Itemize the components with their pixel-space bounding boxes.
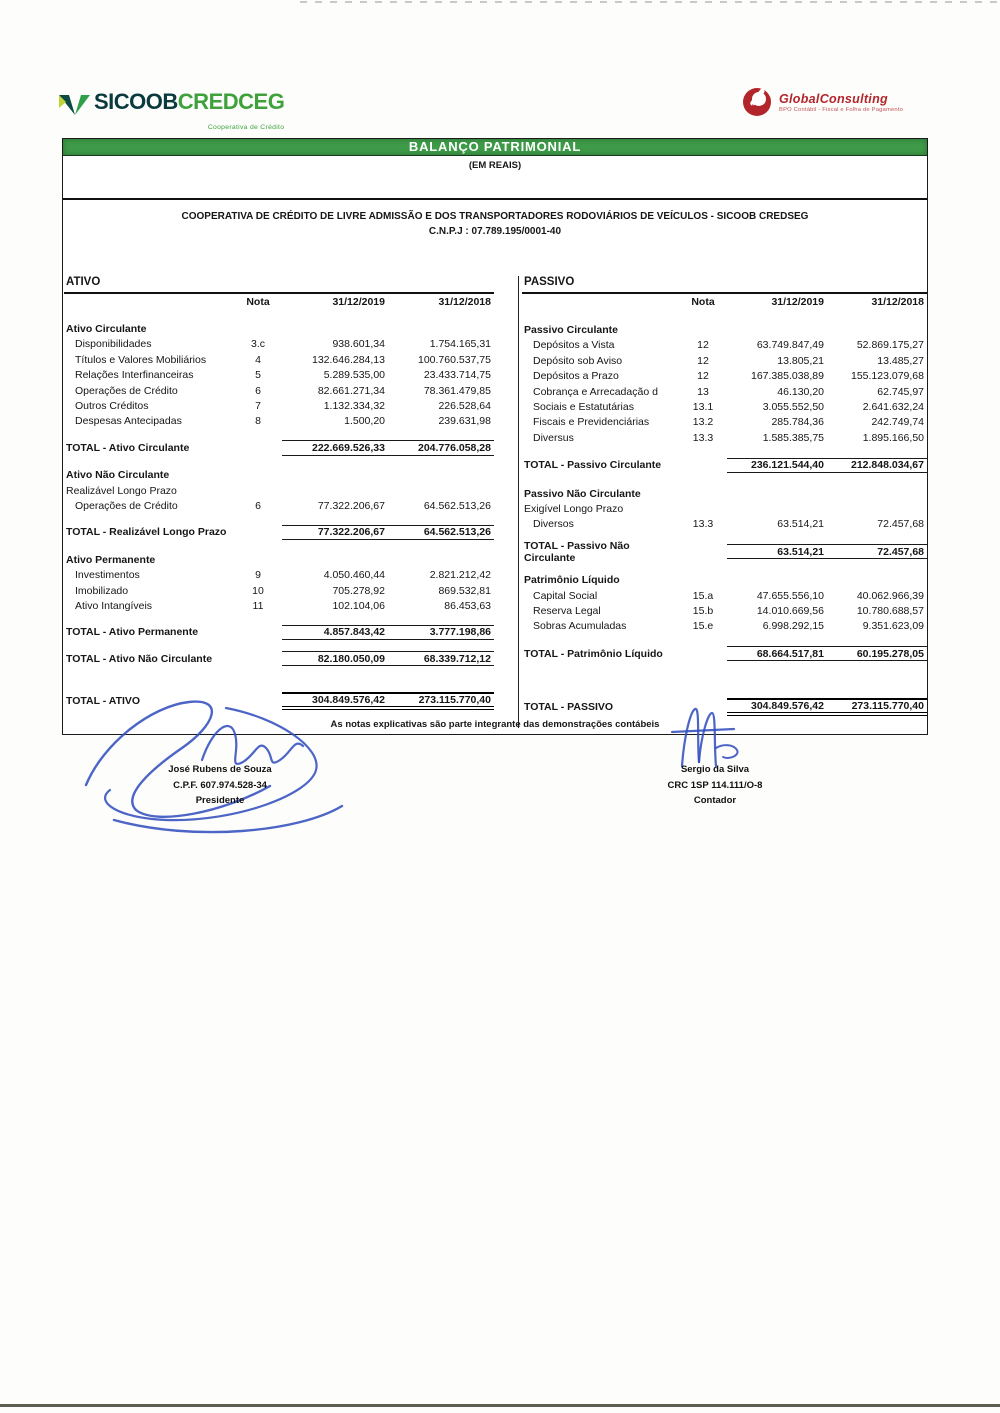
row-nota: [234, 625, 282, 640]
row-value-2019: [282, 321, 388, 336]
ativo-row-item: [64, 414, 494, 429]
row-value-2019: 102.104,06: [332, 599, 385, 612]
company-cnpj: C.N.P.J : 07.789.195/0001-40: [428, 226, 562, 237]
row-value-2018: [827, 486, 927, 501]
row-nota: [234, 321, 282, 336]
row-value-2019: 77.322.206,67: [282, 525, 388, 540]
ativo-row-item: [64, 383, 494, 398]
document-title-bar: [63, 139, 927, 156]
row-nota: 15.e: [692, 620, 714, 633]
passivo-title: PASSIVO: [522, 276, 927, 294]
sicoob-brand-text: SICOOB: [94, 89, 178, 114]
row-value-2018: 68.339.712,12: [388, 651, 494, 666]
row-value-2018: [827, 572, 927, 587]
passivo-row-item: [522, 430, 927, 445]
row-nota: [679, 486, 727, 501]
row-value-2019: 236.121.544,40: [727, 458, 827, 473]
row-nota: 8: [255, 415, 261, 428]
row-value-2018: 64.562.513,26: [423, 499, 491, 512]
row-value-2018: 239.631,98: [438, 415, 491, 428]
president-name: José Rubens de Souza: [168, 764, 272, 775]
row-value-2018: 204.776.058,28: [388, 440, 494, 455]
row-value-2018: 869.532,81: [438, 584, 491, 597]
row-value-2019: 222.669.526,33: [282, 440, 388, 455]
row-value-2019: [727, 322, 827, 337]
row-value-2018: 40.062.966,39: [856, 589, 924, 602]
row-value-2018: [388, 552, 494, 567]
ativo-row-item: [64, 583, 494, 598]
balance-columns: [63, 276, 927, 728]
row-nota: 12: [697, 339, 709, 352]
row-nota: 6: [255, 384, 261, 397]
scan-artifact-top: [300, 1, 1000, 3]
row-value-2019: 82.180.050,09: [282, 651, 388, 666]
row-label: Sociais e Estatutárias: [533, 401, 634, 414]
passivo-rows: [522, 294, 927, 716]
row-nota: [679, 458, 727, 473]
row-value-2018: 10.780.688,57: [856, 604, 924, 617]
row-label: Reserva Legal: [533, 604, 601, 617]
passivo-row-item: [522, 353, 927, 368]
document-title: BALANÇO PATRIMONIAL: [408, 139, 582, 154]
row-value-2018: 64.562.513,26: [388, 525, 494, 540]
sicoob-mark-icon: [58, 93, 92, 123]
row-value-2019: [727, 501, 827, 516]
ativo-row-item: [64, 598, 494, 613]
ativo-row-item: [64, 498, 494, 513]
row-value-2018: 72.457,68: [827, 544, 927, 559]
row-nota: [234, 651, 282, 666]
row-value-2018: 2.641.632,24: [862, 401, 924, 414]
row-value-2018: 52.869.175,27: [856, 339, 924, 352]
row-value-2019: 63.514,21: [727, 544, 827, 559]
row-nota: 13.3: [692, 518, 714, 531]
row-label: Depósitos a Vista: [533, 339, 615, 352]
row-value-2019: 4.050.460,44: [323, 569, 385, 582]
president-cpf: C.P.F. 607.974.528-34: [173, 779, 267, 791]
sicoob-tagline: Cooperativa de Crédito: [207, 124, 285, 131]
row-value-2019: 14.010.669,56: [756, 604, 824, 617]
row-label: Depósito sob Aviso: [533, 354, 623, 367]
row-value-2018: 100.760.537,75: [418, 353, 491, 366]
spacer: [64, 294, 234, 309]
scan-artifact-bottom: [0, 1404, 1000, 1407]
currency-note: (EM REAIS): [63, 156, 927, 200]
row-nota: 11: [252, 599, 264, 612]
row-value-2018: 2.821.212,42: [429, 569, 491, 582]
row-label: Despesas Antecipadas: [75, 415, 182, 428]
row-label: Capital Social: [533, 589, 598, 602]
row-nota: [679, 572, 727, 587]
ativo-row-section: [64, 321, 494, 336]
row-nota: 10: [252, 584, 264, 597]
row-label: Ativo Permanente: [66, 553, 156, 566]
row-value-2019: 5.289.535,00: [323, 369, 385, 382]
row-value-2018: 13.485,27: [877, 354, 924, 367]
row-label: TOTAL - Passivo Não Circulante: [524, 539, 630, 564]
ativo-row-item: [64, 337, 494, 352]
row-nota: 13.2: [692, 416, 714, 429]
row-value-2019: 63.749.847,49: [756, 339, 824, 352]
row-nota: 7: [255, 400, 261, 413]
row-value-2018: [827, 322, 927, 337]
passivo-row-item: [522, 619, 927, 634]
row-value-2019: 705.278,92: [332, 584, 385, 597]
row-label: Ativo Circulante: [66, 323, 147, 336]
row-value-2018: 78.361.479,85: [423, 384, 491, 397]
sicoob-logo-text: [94, 90, 284, 140]
passivo-row-total: [522, 458, 927, 473]
row-nota: [234, 468, 282, 483]
row-label: Sobras Acumuladas: [533, 620, 627, 633]
row-nota: [679, 698, 727, 716]
row-nota: 12: [697, 354, 709, 367]
col-header-2018: 31/12/2018: [871, 295, 924, 308]
row-value-2019: [282, 468, 388, 483]
row-label: Diversos: [533, 518, 574, 531]
row-label: Diversus: [533, 431, 574, 444]
ativo-title: ATIVO: [64, 276, 494, 294]
ativo-row-plain: [64, 483, 494, 498]
row-value-2019: 285.784,36: [771, 416, 824, 429]
passivo-row-item: [522, 369, 927, 384]
passivo-row-total: [522, 646, 927, 661]
row-value-2019: 1.500,20: [344, 415, 385, 428]
ativo-row-item: [64, 398, 494, 413]
row-nota: 4: [255, 353, 261, 366]
accountant-crc: CRC 1SP 114.111/O-8: [667, 779, 763, 791]
row-label: Operações de Crédito: [75, 384, 178, 397]
ativo-row-header: [64, 294, 494, 309]
ativo-row-total: [64, 651, 494, 666]
passivo-row-item: [522, 415, 927, 430]
accountant-role: Contador: [693, 795, 737, 806]
passivo-row-section: [522, 572, 927, 587]
row-nota: [234, 552, 282, 567]
col-header-2018: 31/12/2018: [438, 295, 491, 308]
row-value-2019: 938.601,34: [332, 338, 385, 351]
row-label: Patrimônio Líquido: [524, 574, 620, 587]
row-value-2018: 273.115.770,40: [388, 692, 494, 710]
row-nota: [234, 440, 282, 455]
col-header-nota: Nota: [246, 295, 270, 308]
row-value-2018: 72.457,68: [877, 518, 924, 531]
passivo-row-item: [522, 338, 927, 353]
row-value-2018: [388, 468, 494, 483]
globalconsulting-tagline: BPO Contábil - Fiscal e Folha de Pagamento: [779, 106, 904, 113]
row-value-2018: 155.123.079,68: [851, 370, 924, 383]
row-label: Ativo Não Circulante: [66, 469, 170, 482]
spacer: [522, 294, 679, 309]
ativo-row-grand: [64, 692, 494, 710]
row-value-2019: 132.646.284,13: [312, 353, 385, 366]
ativo-row-section: [64, 468, 494, 483]
ativo-row-item: [64, 567, 494, 582]
row-value-2019: 4.857.843,42: [282, 625, 388, 640]
row-value-2019: 46.130,20: [777, 385, 824, 398]
row-nota: [679, 322, 727, 337]
row-value-2019: [282, 483, 388, 498]
row-nota: [679, 646, 727, 661]
row-value-2018: 1.754.165,31: [429, 338, 491, 351]
ativo-column: [64, 276, 494, 728]
row-value-2018: 242.749,74: [871, 416, 924, 429]
row-value-2018: 212.848.034,67: [827, 458, 927, 473]
row-value-2018: [827, 501, 927, 516]
passivo-row-section: [522, 322, 927, 337]
row-label: Realizável Longo Prazo: [66, 484, 177, 497]
row-value-2019: 304.849.576,42: [727, 698, 827, 716]
row-nota: [234, 525, 282, 540]
row-label: Passivo Não Circulante: [524, 487, 641, 500]
row-value-2018: 1.895.166,50: [862, 431, 924, 444]
passivo-row-item: [522, 399, 927, 414]
globalconsulting-logo-text: [779, 92, 903, 113]
col-header-2019: 31/12/2019: [771, 295, 824, 308]
globalconsulting-logo: [742, 86, 903, 118]
row-value-2018: 273.115.770,40: [827, 698, 927, 716]
row-label: TOTAL - PASSIVO: [524, 701, 614, 714]
ativo-row-total: [64, 525, 494, 540]
row-value-2019: [727, 486, 827, 501]
passivo-row-item: [522, 603, 927, 618]
col-header-2019: 31/12/2019: [332, 295, 385, 308]
row-value-2019: 6.998.292,15: [762, 620, 824, 633]
globalconsulting-mark-icon: [742, 86, 774, 118]
row-value-2018: 62.745,97: [877, 385, 924, 398]
row-value-2019: [727, 572, 827, 587]
ativo-row-total: [64, 625, 494, 640]
row-nota: 15.a: [692, 589, 714, 602]
row-label: Outros Créditos: [75, 400, 149, 413]
row-label: Exigível Longo Prazo: [524, 502, 624, 515]
row-label: Depósitos a Prazo: [533, 370, 619, 383]
row-label: Relações Interfinanceiras: [75, 369, 194, 382]
accountant-signature-block: [640, 762, 790, 809]
row-value-2019: 68.664.517,81: [727, 646, 827, 661]
row-nota: 12: [697, 370, 709, 383]
row-label: Passivo Circulante: [524, 324, 618, 337]
row-label: TOTAL - Realizável Longo Prazo: [66, 526, 227, 539]
passivo-row-item: [522, 517, 927, 532]
row-value-2019: 3.055.552,50: [762, 401, 824, 414]
row-value-2019: 47.655.556,10: [756, 589, 824, 602]
row-label: Operações de Crédito: [75, 499, 178, 512]
col-header-nota: Nota: [691, 295, 715, 308]
passivo-row-plain: [522, 501, 927, 516]
passivo-row-header: [522, 294, 927, 309]
company-name: COOPERATIVA DE CRÉDITO DE LIVRE ADMISSÃO E DOS TRANSPORTADORES RODOVIÁRIOS DE VEÍCULOS - SICOOB CREDSEG: [181, 211, 809, 222]
passivo-column: [518, 276, 927, 728]
row-label: Ativo Intangíveis: [75, 599, 153, 612]
ativo-row-item: [64, 368, 494, 383]
row-value-2018: [388, 483, 494, 498]
row-value-2018: 9.351.623,09: [862, 620, 924, 633]
row-value-2019: 167.385.038,89: [751, 370, 824, 383]
row-nota: 13: [697, 385, 709, 398]
passivo-row-item: [522, 384, 927, 399]
president-role: Presidente: [195, 795, 245, 806]
credceg-brand-text: CREDCEG: [177, 89, 285, 114]
ativo-row-section: [64, 552, 494, 567]
row-value-2019: 82.661.271,34: [317, 384, 385, 397]
row-nota: [679, 501, 727, 516]
row-label: Imobilizado: [75, 584, 129, 597]
row-nota: 5: [255, 369, 261, 382]
passivo-row-item: [522, 588, 927, 603]
row-value-2018: 3.777.198,86: [388, 625, 494, 640]
row-value-2018: 60.195.278,05: [827, 646, 927, 661]
row-value-2019: 77.322.206,67: [317, 499, 385, 512]
row-label: TOTAL - Passivo Circulante: [524, 459, 662, 472]
ativo-row-item: [64, 352, 494, 367]
row-label: TOTAL - Patrimônio Líquido: [524, 647, 663, 660]
row-nota: 9: [255, 569, 261, 582]
row-value-2019: 304.849.576,42: [282, 692, 388, 710]
row-label: Fiscais e Previdenciárias: [533, 416, 650, 429]
row-nota: 13.3: [692, 431, 714, 444]
row-label: Investimentos: [75, 569, 140, 582]
ativo-row-total: [64, 440, 494, 455]
row-label: TOTAL - Ativo Não Circulante: [66, 652, 213, 665]
row-label: TOTAL - ATIVO: [66, 695, 141, 708]
sicoob-logo: [58, 90, 284, 140]
passivo-row-grand: [522, 698, 927, 716]
row-value-2018: 86.453,63: [444, 599, 491, 612]
ativo-rows: [64, 294, 494, 710]
row-label: Disponibilidades: [75, 338, 152, 351]
row-nota: [679, 544, 727, 559]
row-value-2019: 1.132.334,32: [323, 400, 385, 413]
row-label: TOTAL - Ativo Circulante: [66, 441, 190, 454]
row-value-2018: 23.433.714,75: [423, 369, 491, 382]
row-value-2019: [282, 552, 388, 567]
row-label: Títulos e Valores Mobiliários: [75, 353, 207, 366]
row-nota: [234, 483, 282, 498]
passivo-row-section: [522, 486, 927, 501]
passivo-row-total: [522, 539, 927, 564]
president-signature-block: [125, 762, 315, 809]
row-value-2019: 63.514,21: [777, 518, 824, 531]
explanatory-note: As notas explicativas são parte integrante das demonstrações contábeis: [330, 719, 660, 730]
row-value-2018: [388, 321, 494, 336]
row-label: TOTAL - Ativo Permanente: [66, 626, 199, 639]
accountant-name: Sergio da Silva: [680, 764, 750, 775]
row-nota: 13.1: [692, 401, 714, 414]
balance-sheet-document: [62, 138, 928, 735]
row-value-2019: 1.585.385,75: [762, 431, 824, 444]
row-nota: 6: [255, 499, 261, 512]
row-nota: 15.b: [692, 604, 714, 617]
row-label: Cobrança e Arrecadação d: [533, 385, 658, 398]
row-value-2018: 226.528,64: [438, 400, 491, 413]
row-value-2019: 13.805,21: [777, 354, 824, 367]
company-header: [63, 200, 927, 276]
globalconsulting-name: GlobalConsulting: [779, 91, 888, 106]
row-nota: 3.c: [250, 338, 265, 351]
row-nota: [234, 692, 282, 710]
